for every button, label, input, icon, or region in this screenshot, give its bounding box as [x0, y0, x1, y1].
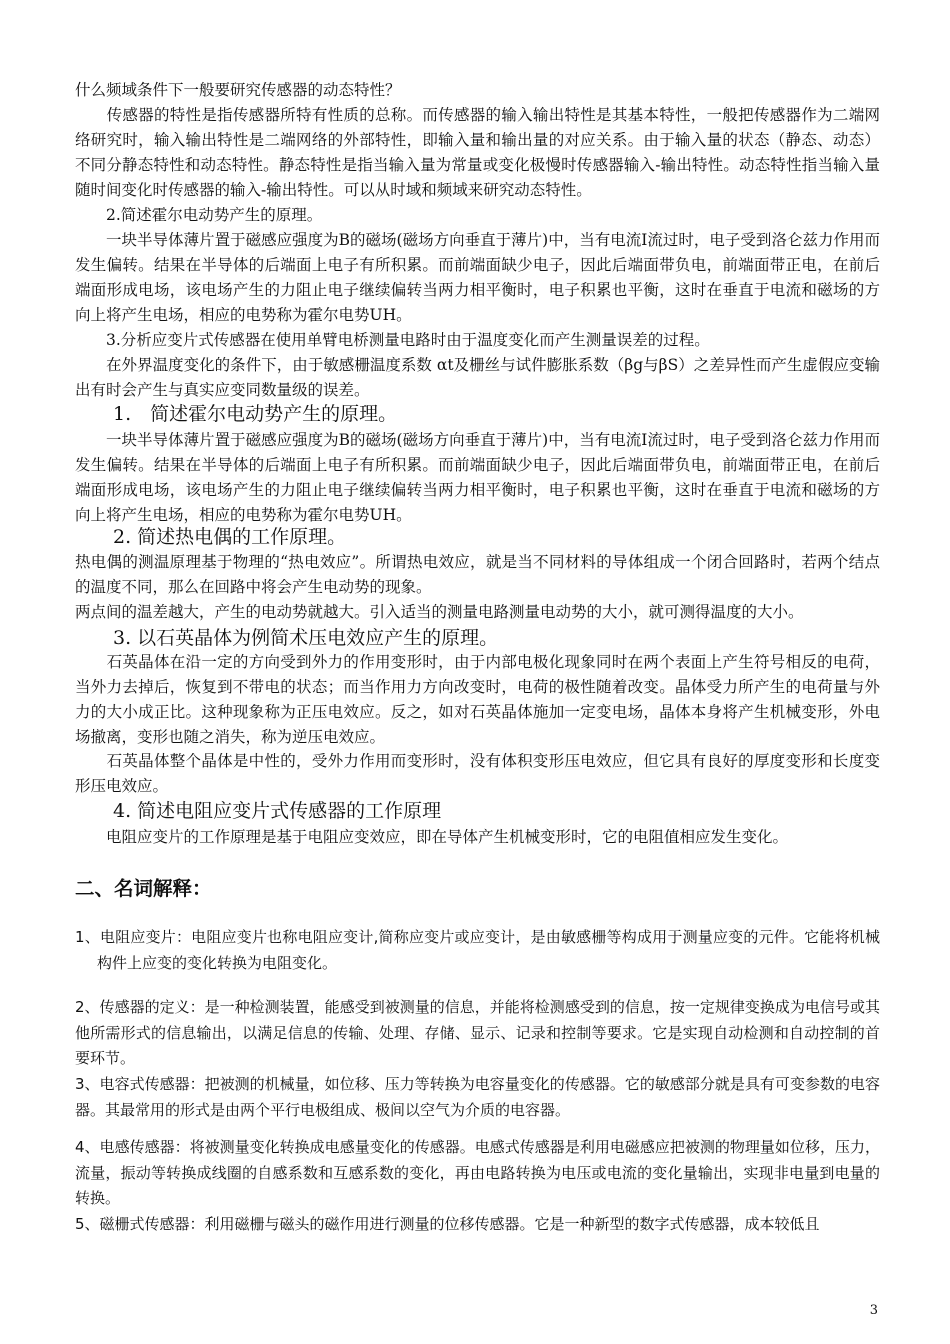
question-strain-gauge-error: 3.分析应变片式传感器在使用单臂电桥测量电路时由于温度变化而产生测量误差的过程。: [75, 331, 710, 349]
section-title-terms: 二、名词解释：: [75, 877, 212, 900]
term-sensor-definition: 2、传感器的定义：是一种检测装置，能感受到被测量的信息，并能将检测感受到的信息，按一定规律变换成为电信号或其他所需形式的信息输出，以满足信息的传输、处理、存储、显示、记录和控制等要求。它是实现自动检测和自动控制的首要环节。: [75, 998, 880, 1067]
paragraph-thermocouple-principle: 热电偶的测温原理基于物理的“热电效应”。所谓热电效应，就是当不同材料的导体组成一个闭合回路时，若两个结点的温度不同，那么在回路中将会产生电动势的现象。: [75, 553, 880, 596]
answer-strain-gauge-error: 在外界温度变化的条件下，由于敏感栅温度系数 αt及栅丝与试件膨胀系数（βg与βS）之差异性而产生虚假应变输出有时会产生与真实应变同数量级的误差。: [75, 356, 880, 399]
answer-hall-effect: 一块半导体薄片置于磁感应强度为B的磁场(磁场方向垂直于薄片)中，当有电流I流过时，电子受到洛仑兹力作用而发生偏转。结果在半导体的后端面上电子有所积累。而前端面缺少电子，因此后端面带负电，前端面带正电，在前后端面形成电场，该电场产生的力阻止电子继续偏转当两力相平衡时，电子积累也平衡，这时在垂直于电流和磁场的方向上将产生电场，相应的电势称为霍尔电势UH。: [75, 231, 880, 324]
heading-piezoelectric: 3. 以石英晶体为例简术压电效应产生的原理。: [75, 627, 499, 649]
heading-hall-effect: 1. 简述霍尔电动势产生的原理。: [75, 403, 398, 425]
paragraph-quartz-crystal: 石英晶体整个晶体是中性的，受外力作用而变形时，没有体积变形压电效应，但它具有良好的厚度变形和长度变形压电效应。: [75, 752, 880, 795]
term-resistance-strain-gauge: 1、电阻应变片：电阻应变片也称电阻应变计,简称应变片或应变计，是由敏感栅等构成用于测量应变的元件。它能将机械构件上应变的变化转换为电阻变化。: [75, 928, 880, 972]
question-frequency: 什么频域条件下一般要研究传感器的动态特性？: [75, 81, 401, 99]
page-number: 3: [869, 1303, 878, 1318]
question-hall-effect: 2.简述霍尔电动势产生的原理。: [75, 206, 323, 224]
heading-thermocouple: 2. 简述热电偶的工作原理。: [75, 526, 347, 548]
term-magnetic-grating-sensor: 5、磁栅式传感器：利用磁栅与磁头的磁作用进行测量的位移传感器。它是一种新型的数字式传感器，成本较低且: [75, 1215, 820, 1233]
paragraph-resistance-strain: 电阻应变片的工作原理是基于电阻应变效应，即在导体产生机械变形时，它的电阻值相应发生变化。: [75, 828, 789, 846]
heading-resistance-strain: 4. 简述电阻应变片式传感器的工作原理: [75, 800, 442, 822]
term-inductive-sensor: 4、电感传感器：将被测量变化转换成电感量变化的传感器。电感式传感器是利用电磁感应把被测的物理量如位移，压力，流量，振动等转换成线圈的自感系数和互感系数的变化，再由电路转换为电压或电流的变化量输出，实现非电量到电量的转换。: [75, 1138, 880, 1207]
term-capacitive-sensor: 3、电容式传感器：把被测的机械量，如位移、压力等转换为电容量变化的传感器。它的敏感部分就是具有可变参数的电容器。其最常用的形式是由两个平行电极组成、极间以空气为介质的电容器。: [75, 1075, 880, 1119]
paragraph-piezoelectric-effect: 石英晶体在沿一定的方向受到外力的作用变形时，由于内部电极化现象同时在两个表面上产生符号相反的电荷，当外力去掉后，恢复到不带电的状态；而当作用力方向改变时，电荷的极性随着改变。晶体受力所产生的电荷量与外力的大小成正比。这种现象称为正压电效应。反之，如对石英晶体施加一定变电场，晶体本身将产生机械变形，外电场撤离，变形也随之消失，称为逆压电效应。: [75, 653, 880, 746]
paragraph-thermocouple-measure: 两点间的温差越大，产生的电动势就越大。引入适当的测量电路测量电动势的大小，就可测得温度的大小。: [75, 603, 804, 621]
answer-frequency: 传感器的特性是指传感器所特有性质的总称。而传感器的输入输出特性是其基本特性，一般把传感器作为二端网络研究时，输入输出特性是二端网络的外部特性，即输入量和输出量的对应关系。由于输入量的状态（静态、动态）不同分静态特性和动态特性。静态特性是指当输入量为常量或变化极慢时传感器输入-输出特性。动态特性指当输入量随时间变化时传感器的输入-输出特性。可以从时域和频域来研究动态特性。: [75, 106, 880, 199]
paragraph-hall-effect: 一块半导体薄片置于磁感应强度为B的磁场(磁场方向垂直于薄片)中，当有电流I流过时，电子受到洛仑兹力作用而发生偏转。结果在半导体的后端面上电子有所积累。而前端面缺少电子，因此后端面带负电，前端面带正电，在前后端面形成电场，该电场产生的力阻止电子继续偏转当两力相平衡时，电子积累也平衡，这时在垂直于电流和磁场的方向上将产生电场，相应的电势称为霍尔电势UH。: [75, 431, 880, 524]
